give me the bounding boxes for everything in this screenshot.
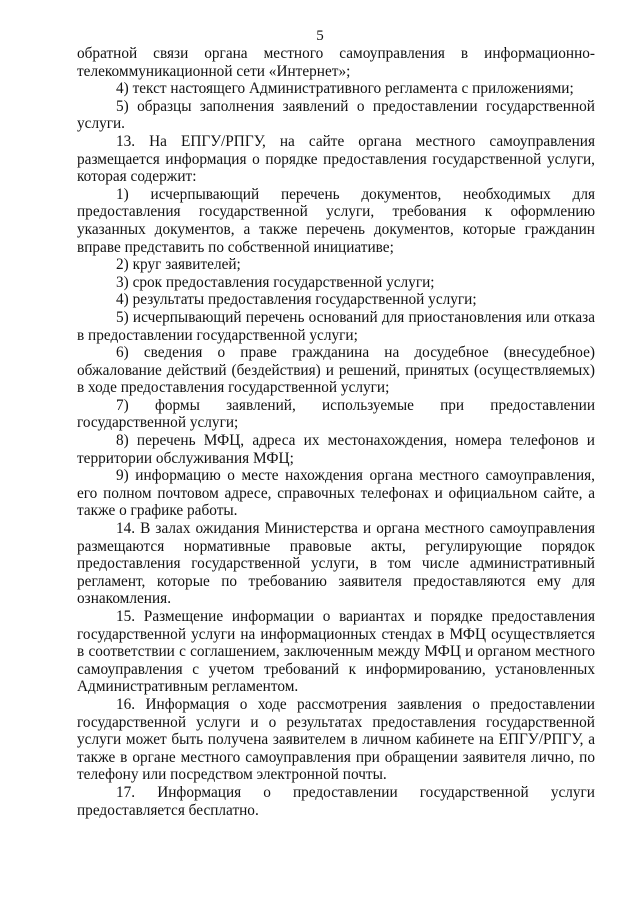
paragraph: 14. В залах ожидания Министерства и органа местного самоуправления размещаются нормативные правовые акты, регулирующие порядок предоставления государственной услуги, в том числе административный регламент, которые по требованию заявителя предоставляются ему для ознакомления. [77,520,595,608]
paragraph: 4) текст настоящего Административного регламента с приложениями; [116,80,574,98]
paragraph: 9) информацию о месте нахождения органа местного самоуправления, его полном почтовом адресе, справочных телефонах и официальном сайте, а также о графике работы. [77,467,595,520]
page-number: 5 [316,28,324,44]
paragraph: 5) исчерпывающий перечень оснований для приостановления или отказа в предоставлении государственной услуги; [77,308,595,344]
document-body [77,45,595,819]
paragraph: обратной связи органа местного самоуправления в информационно-телекоммуникационной сети «Интернет»; [77,45,595,80]
paragraph: 5) образцы заполнения заявлений о предоставлении государственной услуги. [77,97,595,133]
paragraph: 2) круг заявителей; [116,256,241,274]
paragraph: 16. Информация о ходе рассмотрения заявления о предоставлении государственной услуги и о результатах предоставления государственной услуги может быть получена заявителем в личном кабинете на ЕПГУ/РПГУ, а также в органе местного самоуправления при обращении заявителя лично, по телефону или посредством электронной почты. [77,695,595,784]
paragraph: 1) исчерпывающий перечень документов, необходимых для предоставления государственной услуги, требования к оформлению указанных документов, а также перечень документов, которые гражданин вправе представить по собственной инициативе; [77,185,595,256]
paragraph: 6) сведения о праве гражданина на досудебное (внесудебное) обжалование действий (бездействия) и решений, принятых (осуществляемых) в ходе предоставления государственной услуги; [77,344,595,397]
paragraph: 13. На ЕПГУ/РПГУ, на сайте органа местного самоуправления размещается информация о порядке предоставления государственной услуги, которая содержит: [77,132,595,186]
paragraph: 8) перечень МФЦ, адреса их местонахождения, номера телефонов и территории обслуживания МФЦ; [77,432,595,467]
paragraph: 3) срок предоставления государственной услуги; [116,273,435,291]
paragraph: 4) результаты предоставления государственной услуги; [116,291,477,309]
paragraph: 7) формы заявлений, используемые при предоставлении государственной услуги; [77,396,595,432]
paragraph: 15. Размещение информации о вариантах и порядке предоставления государственной услуги на информационных стендах в МФЦ осуществляется в соответствии с соглашением, заключенным между МФЦ и органом местного самоуправления с учетом требований к информированию, установленных Административным регламентом. [77,608,595,696]
paragraph: 17. Информация о предоставлении государственной услуги предоставляется бесплатно. [77,783,595,819]
